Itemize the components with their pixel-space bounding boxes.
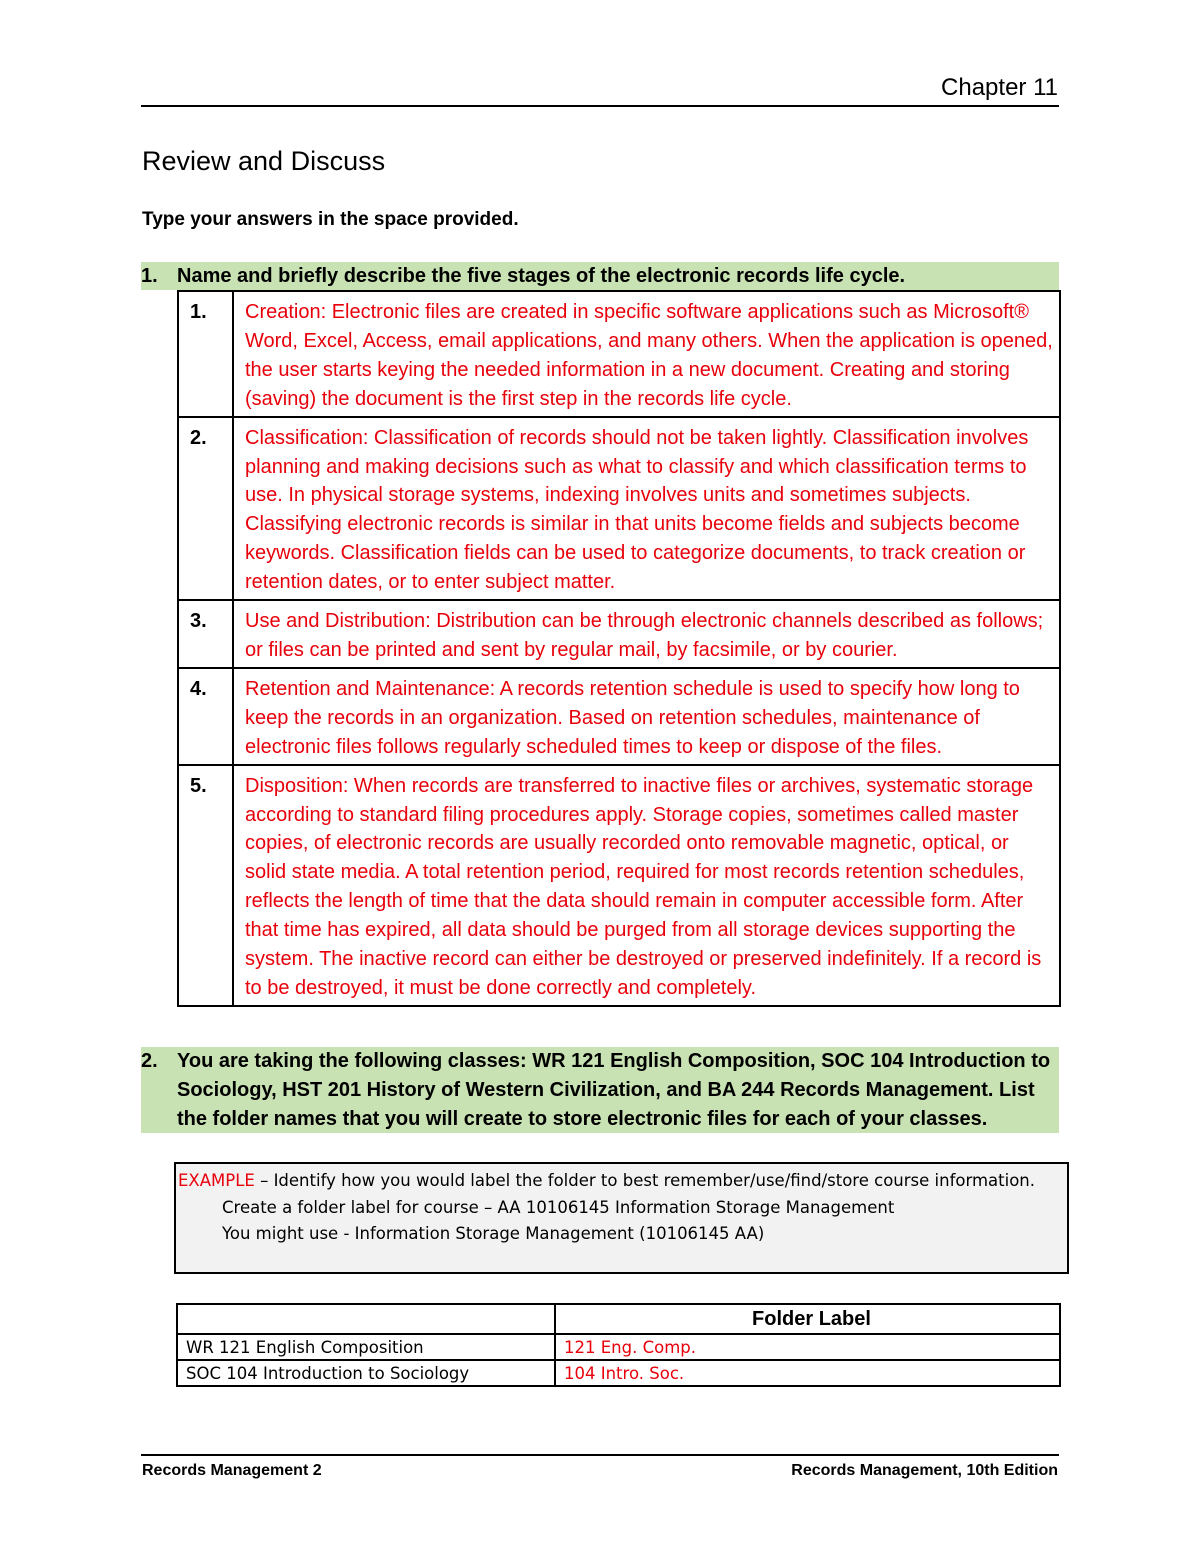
folder-label-cell[interactable]: 104 Intro. Soc. — [555, 1360, 1060, 1386]
answer-text[interactable]: Use and Distribution: Distribution can be through electronic channels described as follows; or files can be printed and sent by regular mail, by facsimile, or by courier. — [233, 600, 1060, 668]
answer-number: 4. — [178, 668, 233, 765]
instructions: Type your answers in the space provided. — [142, 209, 519, 230]
header-divider — [141, 105, 1059, 107]
answer-row — [178, 668, 1060, 765]
table-header-row — [177, 1304, 1060, 1334]
course-header — [177, 1304, 555, 1334]
example-intro — [178, 1168, 1067, 1195]
answer-number: 2. — [178, 417, 233, 600]
answer-number: 3. — [178, 600, 233, 668]
table-row — [177, 1334, 1060, 1360]
folder-label-table — [176, 1303, 1061, 1387]
answer-text[interactable]: Classification: Classification of records should not be taken lightly. Classification involves planning and making decisions such as what to classify and which classification terms to use. In physical storage systems, indexing involves units and sometimes subjects. Classifying electronic records is similar in that units become fields and subjects become keywords. Classification fields can be used to categorize documents, to track creation or retention dates, or to enter subject matter. — [233, 417, 1060, 600]
example-intro-text: – Identify how you would label the folder to best remember/use/find/store course information. — [254, 1171, 1036, 1190]
answer-number: 1. — [178, 291, 233, 417]
question-2 — [141, 1047, 1059, 1133]
answer-text[interactable]: Creation: Electronic files are created in specific software applications such as Microsoft® Word, Excel, Access, email applications, and many others. When the application is opened, the user starts keying the needed information in a new document. Creating and storing (saving) the document is the first step in the records life cycle. — [233, 291, 1060, 417]
answer-row — [178, 417, 1060, 600]
question-1 — [141, 262, 1059, 290]
table-row — [177, 1360, 1060, 1386]
section-title: Review and Discuss — [142, 146, 386, 176]
example-box — [174, 1162, 1069, 1274]
course-name: WR 121 English Composition — [177, 1334, 555, 1360]
answer-number: 5. — [178, 765, 233, 1006]
question-text: Name and briefly describe the five stages of the electronic records life cycle. — [177, 265, 906, 287]
answer-text[interactable]: Disposition: When records are transferred to inactive files or archives, systematic storage according to standard filing procedures apply. Storage copies, sometimes called master copies, of electronic records are usually recorded onto removable magnetic, optical, or solid state media. A total retention period, required for most records retention schedules, reflects the length of time that the data should remain in computer accessible form. After that time has expired, all data should be purged from all storage devices supporting the system. The inactive record can either be destroyed or preserved indefinitely. If a record is to be destroyed, it must be done correctly and completely. — [233, 765, 1060, 1006]
course-name: SOC 104 Introduction to Sociology — [177, 1360, 555, 1386]
answer-row — [178, 291, 1060, 417]
folder-label-cell[interactable]: 121 Eng. Comp. — [555, 1334, 1060, 1360]
footer-divider — [141, 1454, 1059, 1456]
example-line-1: Create a folder label for course – AA 10106145 Information Storage Management — [222, 1197, 895, 1217]
question-number: 2. — [141, 1050, 158, 1072]
question-text: You are taking the following classes: WR 121 English Composition, SOC 104 Introduction to Sociology, HST 201 History of Western Civilization, and BA 244 Records Management. List the folder names that you will create to store electronic files for each of your classes. — [177, 1050, 1051, 1130]
chapter-heading: Chapter 11 — [941, 74, 1058, 101]
answers-table — [177, 290, 1061, 1007]
example-label: EXAMPLE — [178, 1171, 255, 1190]
answer-text[interactable]: Retention and Maintenance: A records retention schedule is used to specify how long to keep the records in an organization. Based on retention schedules, maintenance of electronic files follows regularly scheduled times to keep or dispose of the files. — [233, 668, 1060, 765]
folder-label-header: Folder Label — [555, 1304, 1060, 1334]
answer-row — [178, 765, 1060, 1006]
answer-row — [178, 600, 1060, 668]
question-number: 1. — [141, 265, 158, 287]
footer-book-title: Records Management, 10th Edition — [791, 1462, 1058, 1479]
footer-course: Records Management 2 — [142, 1462, 322, 1479]
example-line-2: You might use - Information Storage Management (10106145 AA) — [222, 1224, 765, 1243]
